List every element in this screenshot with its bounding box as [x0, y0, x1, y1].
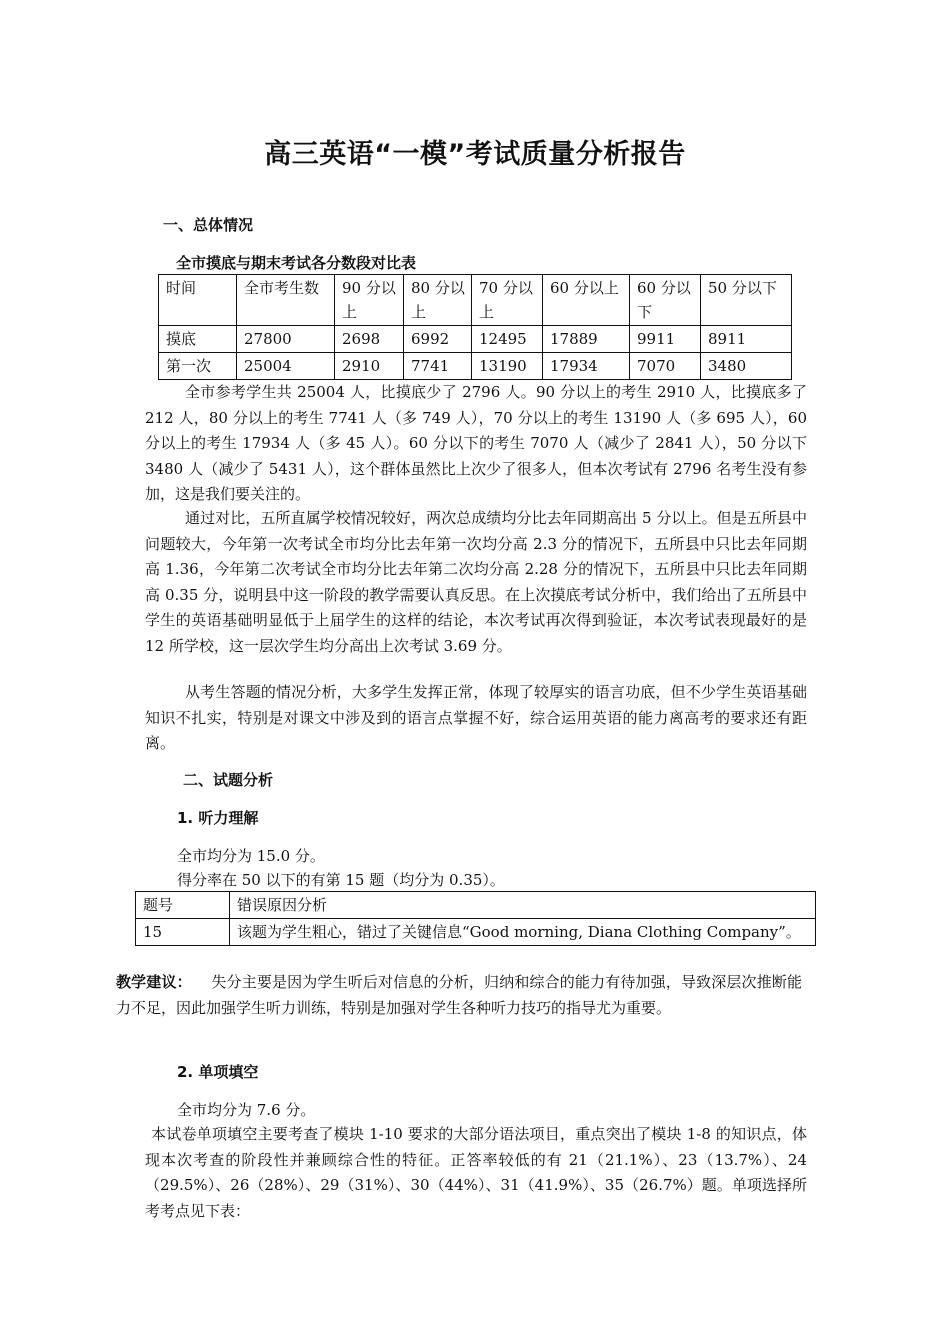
table-cell: 6992	[404, 326, 472, 353]
table-header-cell: 80 分以上	[404, 275, 472, 326]
table-header-cell: 题号	[136, 892, 230, 919]
table-header-cell: 时间	[159, 275, 237, 326]
table-cell: 8911	[701, 326, 792, 353]
table-cell: 15	[136, 919, 230, 946]
table-row	[159, 326, 792, 353]
document-title: 高三英语“一模”考试质量分析报告	[264, 139, 686, 170]
suggestion-label: 教学建议：	[116, 973, 192, 991]
table-header-cell: 60 分以下	[630, 275, 701, 326]
table-header-cell: 全市考生数	[237, 275, 335, 326]
table-cell: 该题为学生粗心，错过了关键信息“Good morning, Diana Clothing Company”。	[230, 919, 816, 946]
table-cell: 27800	[237, 326, 335, 353]
table-cell: 3480	[701, 353, 792, 380]
table-row	[136, 919, 816, 946]
table-cell: 第一次	[159, 353, 237, 380]
table-header-row	[136, 892, 816, 919]
table-header-cell: 70 分以上	[472, 275, 543, 326]
paragraph-overview: 全市参考学生共 25004 人，比摸底少了 2796 人。90 分以上的考生 2910 人，比摸底多了 212 人，80 分以上的考生 7741 人（多 749 人），70 分以上的考生 13190 人（多 695 人），60 分以上的考生 17934 人（多 45 人）。60 分以下的考生 7070 人（减少了 2841 人），50 分以下 3480 人（减少了 5431 人），这个群体虽然比上次少了很多人，但本次考试有 2796 名考生没有参加，这是我们要关注的。	[145, 383, 807, 503]
table-cell: 25004	[237, 353, 335, 380]
table-row	[159, 353, 792, 380]
paragraph-single-choice: 本试卷单项填空主要考查了模块 1-10 要求的大部分语法项目，重点突出了模块 1-8 的知识点，体现本次考查的阶段性并兼顾综合性的特征。正答率较低的有 21（21.1%）、23（13.7%）、24（29.5%）、26（28%）、29（31%）、30（44%）、31（41.9%）、35（26.7%）题。单项选择所考考点见下表：	[145, 1125, 807, 1220]
table-cell: 7070	[630, 353, 701, 380]
table-cell: 9911	[630, 326, 701, 353]
paragraph-answer-analysis: 从考生答题的情况分析，大多学生发挥正常，体现了较厚实的语言功底，但不少学生英语基础知识不扎实，特别是对课文中涉及到的语言点掌握不好，综合运用英语的能力离高考的要求还有距离。	[145, 683, 807, 752]
score-comparison-table	[158, 274, 792, 380]
paragraph-comparison: 通过对比，五所直属学校情况较好，两次总成绩均分比去年同期高出 5 分以上。但是五所县中问题较大，今年第一次考试全市均分比去年第一次均分高 2.3 分的情况下，五所县中只比去年同期高 1.36，今年第二次考试全市均分比去年第二次均分高 2.28 分的情况下，五所县中只比去年同期高 0.35 分，说明县中这一阶段的教学需要认真反思。在上次摸底考试分析中，我们给出了五所县中学生的英语基础明显低于上届学生的这样的结论，本次考试再次得到验证，本次考试表现最好的是 12 所学校，这一层次学生均分高出上次考试 3.69 分。	[145, 509, 807, 655]
section-1-heading: 一、总体情况	[163, 216, 254, 234]
table-cell: 13190	[472, 353, 543, 380]
subsection-listening-heading: 1. 听力理解	[177, 809, 259, 827]
table-header-cell: 60 分以上	[543, 275, 630, 326]
teaching-suggestion	[116, 970, 802, 1021]
table-cell: 17889	[543, 326, 630, 353]
table-header-cell: 50 分以下	[701, 275, 792, 326]
subsection-single-choice-heading: 2. 单项填空	[177, 1063, 259, 1081]
table-header-cell: 错误原因分析	[230, 892, 816, 919]
single-choice-average: 全市均分为 7.6 分。	[177, 1101, 316, 1119]
table-caption: 全市摸底与期末考试各分数段对比表	[176, 254, 417, 272]
table-cell: 12495	[472, 326, 543, 353]
table-header-cell: 90 分以上	[335, 275, 404, 326]
table-cell: 2698	[335, 326, 404, 353]
error-analysis-table	[135, 891, 816, 946]
listening-low-score: 得分率在 50 以下的有第 15 题（均分为 0.35）。	[177, 871, 505, 889]
table-cell: 7741	[404, 353, 472, 380]
suggestion-text: 失分主要是因为学生听后对信息的分析，归纳和综合的能力有待加强，导致深层次推断能力不足，因此加强学生听力训练，特别是加强对学生各种听力技巧的指导尤为重要。	[116, 973, 802, 1017]
table-header-row	[159, 275, 792, 326]
table-cell: 2910	[335, 353, 404, 380]
table-cell: 17934	[543, 353, 630, 380]
listening-average: 全市均分为 15.0 分。	[177, 847, 325, 865]
section-2-heading: 二、试题分析	[183, 771, 274, 789]
table-cell: 摸底	[159, 326, 237, 353]
